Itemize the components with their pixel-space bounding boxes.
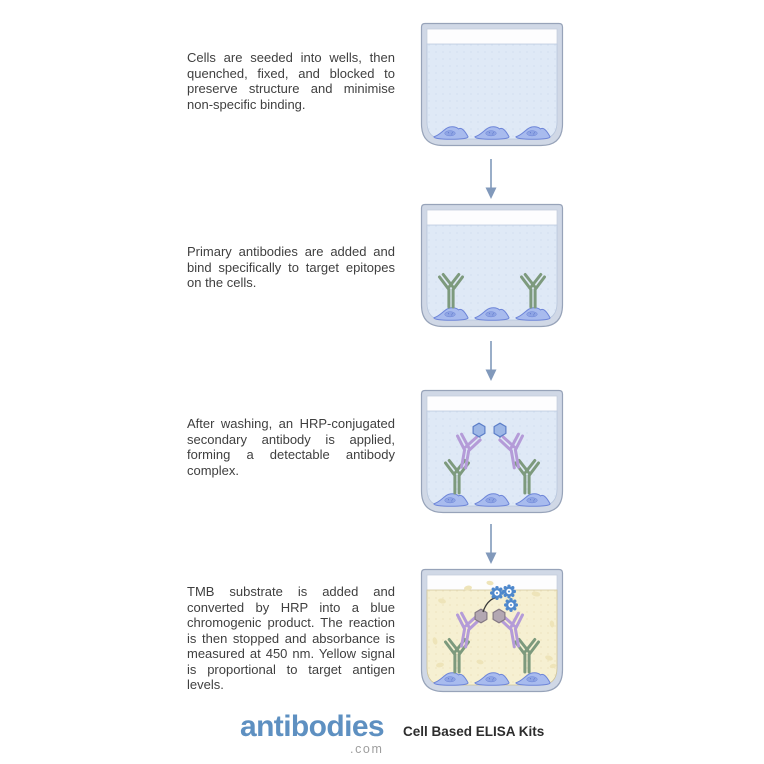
tmb-product-icon — [502, 585, 516, 599]
brand-logo: antibodies — [240, 710, 385, 743]
step-4-description: TMB substrate is added and converted by HRP into a blue chromogenic product. The reaction is then stopped and absorbance is measured at 450 nm. Yellow signal is proportional to target antigen levels. — [187, 584, 395, 692]
well-liquid-blue — [427, 225, 557, 320]
well-liquid-blue — [427, 411, 557, 506]
well-liquid-blue — [427, 44, 557, 139]
hrp-enzyme-gray-icon — [475, 609, 487, 623]
hrp-enzyme-gray-icon — [493, 609, 505, 623]
step-arrow-icon — [482, 158, 500, 200]
well-illustration-antibody-complex — [420, 389, 564, 514]
product-title: Cell Based ELISA Kits — [403, 724, 545, 739]
well-illustration-seeded-cells — [420, 22, 564, 147]
hrp-enzyme-icon — [473, 423, 485, 437]
step-arrow-icon — [482, 340, 500, 382]
hrp-enzyme-icon — [494, 423, 506, 437]
well-liquid-yellow — [427, 590, 557, 685]
well-illustration-primary-antibodies — [420, 203, 564, 328]
step-3-description: After washing, an HRP-conjugated secondary antibody is applied, forming a detectable antibody complex. — [187, 416, 395, 478]
step-1-description: Cells are seeded into wells, then quenched, fixed, and blocked to preserve structure and minimise non-specific binding. — [187, 50, 395, 112]
tmb-product-icon — [490, 586, 504, 600]
step-2-description: Primary antibodies are added and bind specifically to target epitopes on the cells. — [187, 244, 395, 290]
well-illustration-tmb-substrate — [420, 568, 564, 693]
step-arrow-icon — [482, 523, 500, 565]
tmb-product-icon — [504, 598, 518, 612]
brand-domain-suffix: .com — [350, 742, 384, 756]
